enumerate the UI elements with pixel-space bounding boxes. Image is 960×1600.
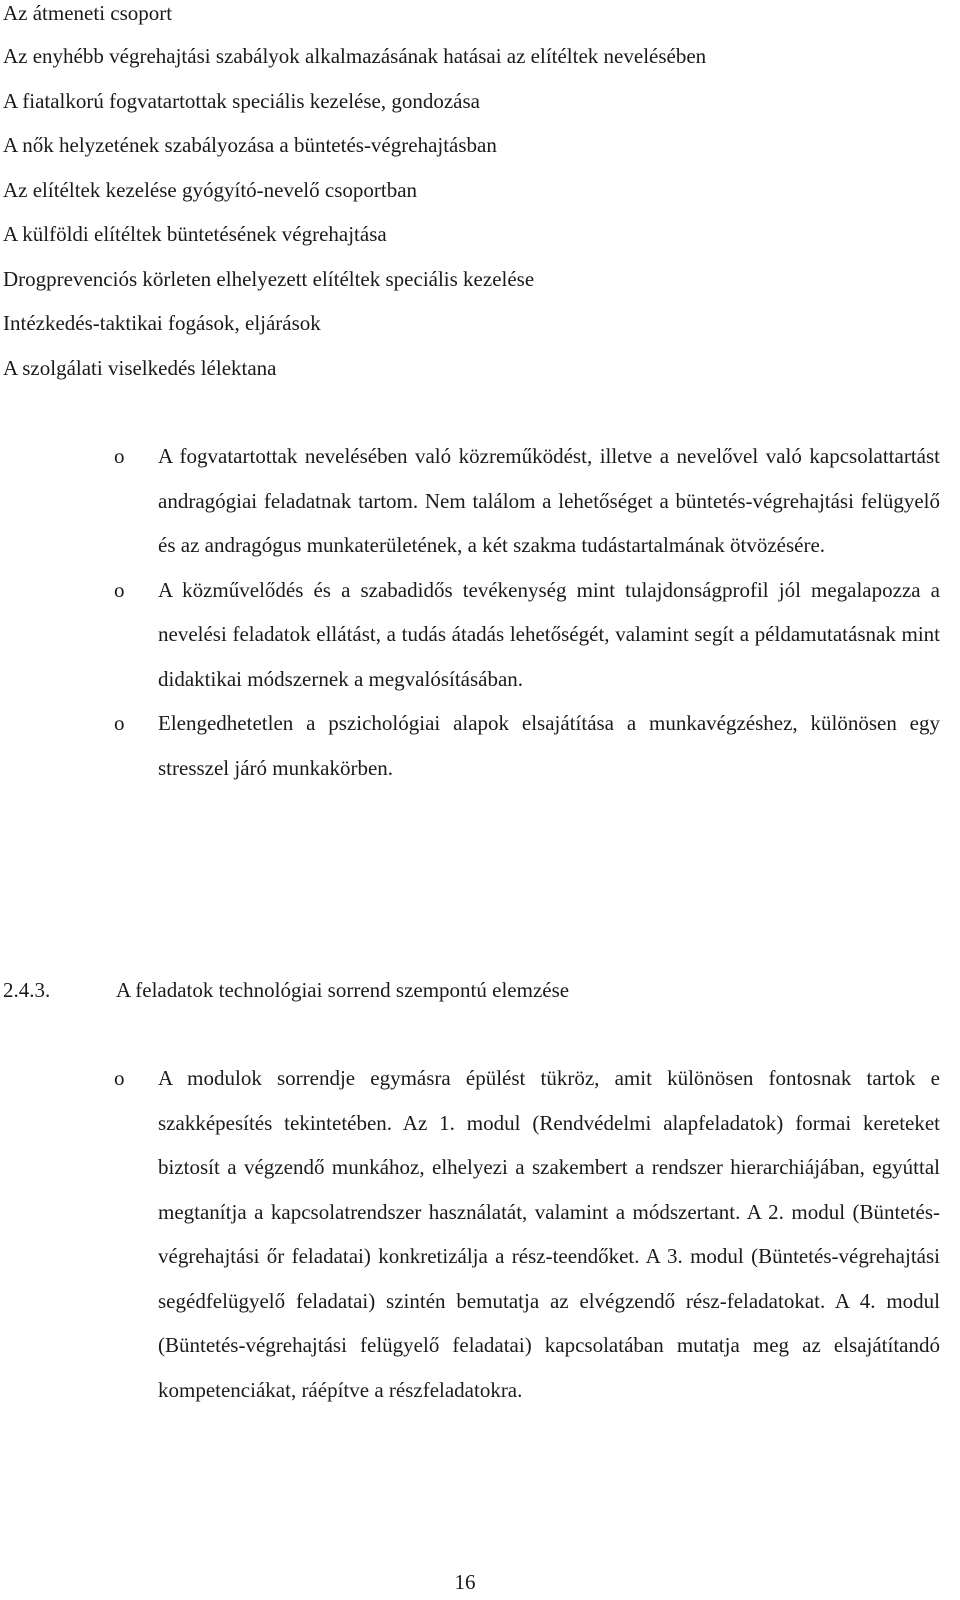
topic-item: A fiatalkorú fogvatartottak speciális kezelése, gondozása xyxy=(3,88,480,113)
bullet-text: Elengedhetetlen a pszichológiai alapok elsajátítása a munkavégzéshez, különösen egy stresszel járó munkakörben. xyxy=(158,711,940,780)
page-number: 16 xyxy=(454,1570,476,1594)
topic-item: A külföldi elítéltek büntetésének végrehajtása xyxy=(3,222,387,246)
topic-item: Intézkedés-taktikai fogások, eljárások xyxy=(3,311,321,335)
bullet-marker: o xyxy=(114,577,125,602)
topic-list xyxy=(3,0,903,390)
bullet-marker: o xyxy=(114,1066,125,1090)
topic-item: Az átmeneti csoport xyxy=(3,1,173,25)
bullet-item xyxy=(0,701,940,790)
bullet-text: A fogvatartottak nevelésében való közreműködést, illetve a nevelővel való kapcsolattartást andragógiai feladatnak tartom. Nem találom a lehetőséget a büntetés-végrehajtási felügyelő és az andragógus munkaterületének, a két szakma tudástartalmának ötvözésére. xyxy=(158,444,940,557)
bullet-item xyxy=(0,434,940,568)
bullet-list-opinions xyxy=(0,434,960,790)
bullet-marker: o xyxy=(114,711,125,735)
bullet-item xyxy=(0,1056,940,1412)
bullet-list-modules xyxy=(0,1056,960,1412)
topic-item: A nők helyzetének szabályozása a büntetés-végrehajtásban xyxy=(3,133,497,157)
topic-item: A szolgálati viselkedés lélektana xyxy=(3,355,277,380)
bullet-item xyxy=(0,568,940,702)
bullet-text: A közművelődés és a szabadidős tevékenység mint tulajdonságprofil jól megalapozza a nevelési feladatok ellátást, a tudás átadás lehetőségét, valamint segít a példamutatásnak mint didaktikai módszernek a megvalósításában. xyxy=(158,577,940,691)
bullet-text: A modulok sorrendje egymásra épülést tükröz, amit különösen fontosnak tartok e szakképesítés tekintetében. Az 1. modul (Rendvédelmi alapfeladatok) formai kereteket biztosít a végzendő munkához, elhelyezi a szakembert a rendszer hierarchiájában, egyúttal megtanítja a kapcsolatrendszer használatát, valamint a módszertant. A 2. modul (Büntetés-végrehajtási őr feladatai) konkretizálja a rész-teendőket. A 3. modul (Büntetés-végrehajtási segédfelügyelő feladatai) szintén bemutatja az elvégzendő rész-feladatokat. A 4. modul (Büntetés-végrehajtási felügyelő feladatai) kapcsolatában mutatja meg az elsajátítandó kompetenciákat, ráépítve a részfeladatokra. xyxy=(158,1066,940,1402)
topic-item: Az enyhébb végrehajtási szabályok alkalmazásának hatásai az elítéltek nevelésében xyxy=(3,44,707,68)
section-number: 2.4.3. xyxy=(3,978,51,1002)
bullet-marker: o xyxy=(114,444,125,468)
topic-item: Az elítéltek kezelése gyógyító-nevelő csoportban xyxy=(3,177,418,202)
section-title: A feladatok technológiai sorrend szempontú elemzése xyxy=(116,978,570,1002)
topic-item: Drogprevenciós körleten elhelyezett elítéltek speciális kezelése xyxy=(3,266,535,291)
section-heading xyxy=(3,968,569,1012)
